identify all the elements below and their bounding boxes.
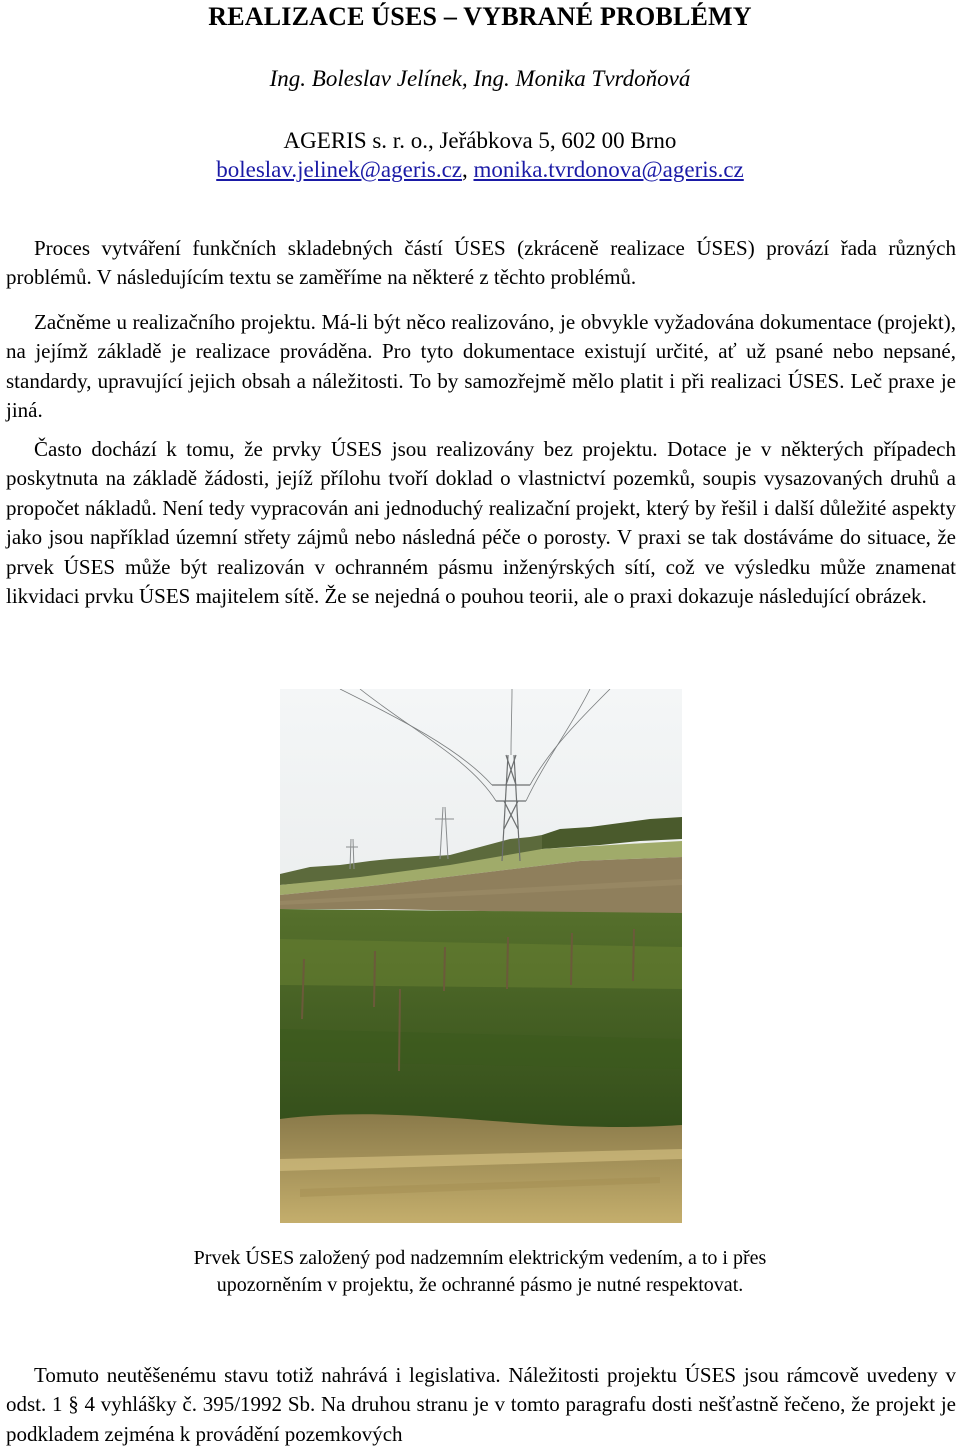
email-separator: , — [462, 157, 474, 182]
paragraph-legislation: Tomuto neutěšenému stavu totiž nahrává i legislativa. Náležitosti projektu ÚSES jsou rámcově uvedeny v odst. 1 § 4 vyhlášky č. 395/1992 Sb. Na druhou stranu je v tomto paragrafu dosti nešťastně řečeno, že projekt je podkladem zejména k provádění pozemkových — [6, 1363, 956, 1446]
figure-caption-line-2: upozorněním v projektu, že ochranné pásmo je nutné respektovat. — [216, 1274, 744, 1296]
paper-authors: Ing. Boleslav Jelínek, Ing. Monika Tvrdoňová — [269, 66, 691, 91]
email-link-tvrdonova[interactable]: monika.tvrdonova@ageris.cz — [473, 157, 744, 182]
paper-title: REALIZACE ÚSES – VYBRANÉ PROBLÉMY — [208, 2, 752, 31]
paragraph-intro: Proces vytváření funkčních skladebných částí ÚSES (zkráceně realizace ÚSES) provází řada různých problémů. V následujícím textu se zaměříme na některé z těchto problémů. — [6, 236, 956, 290]
field-photograph — [280, 689, 682, 1223]
affiliation-address: AGERIS s. r. o., Jeřábkova 5, 602 00 Brno — [283, 128, 677, 153]
paragraph-practice: Často dochází k tomu, že prvky ÚSES jsou realizovány bez projektu. Dotace je v některých případech poskytnuta na základě žádosti, jejíž přílohu tvoří doklad o vlastnictví pozemků, soupis vysazovaných druhů a propočet nákladů. Není tedy vypracován ani jednoduchý realizační projekt, který by řešil i další důležité aspekty jako jsou například územní střety zájmů nebo následná péče o porosty. V praxi se tak dostáváme do situace, že prvek ÚSES může být realizován v ochranném pásmu inženýrských sítí, což ve výsledku může znamenat likvidaci prvku ÚSES majitelem sítě. Že se nejedná o pouhou teorii, ale o praxi dokazuje následující obrázek. — [6, 437, 956, 609]
paragraph-project: Začněme u realizačního projektu. Má-li být něco realizováno, je obvykle vyžadována dokumentace (projekt), na jejímž základě je realizace prováděna. Pro tyto dokumentace existují určité, ať už psané nebo nepsané, standardy, upravující jejich obsah a náležitosti. To by samozřejmě mělo platit i při realizaci ÚSES. Leč praxe je jiná. — [6, 310, 956, 423]
email-link-jelinek[interactable]: boleslav.jelinek@ageris.cz — [216, 157, 462, 182]
figure-caption-line-1: Prvek ÚSES založený pod nadzemním elektrickým vedením, a to i přes — [193, 1247, 767, 1269]
email-line — [0, 155, 960, 184]
affiliation-block — [0, 126, 960, 184]
figure-caption — [0, 1245, 960, 1299]
